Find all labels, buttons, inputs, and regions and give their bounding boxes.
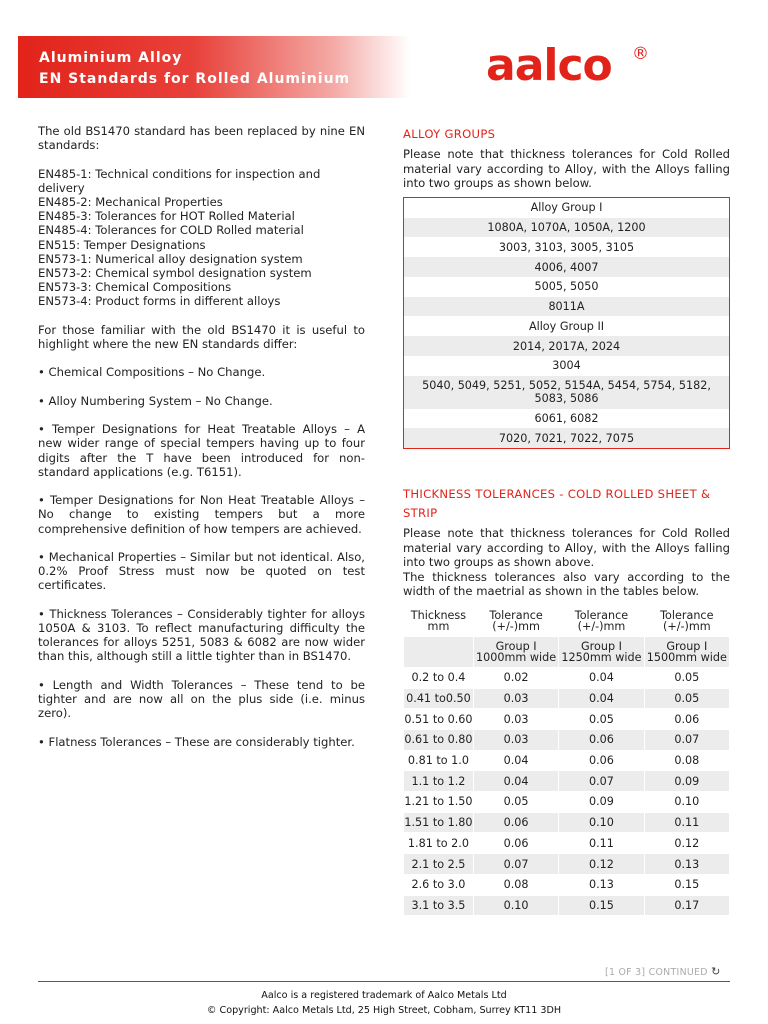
standard-item: EN515: Temper Designations — [38, 237, 206, 252]
table-row — [404, 257, 730, 277]
table-cell: 0.05 — [473, 792, 558, 813]
alloy-cell: 5005, 5050 — [534, 280, 599, 294]
table-row — [404, 854, 730, 875]
alloy-cell: 7020, 7021, 7022, 7075 — [404, 428, 730, 448]
alloy-cell: 3003, 3103, 3005, 3105 — [498, 240, 635, 254]
table-row — [404, 750, 730, 771]
table-cell: 0.03 — [473, 730, 558, 751]
column-header: Group I 1000mm wide — [473, 636, 558, 667]
thickness-text-2: The thickness tolerances also vary according to the width of the maetrial as shown in the tables below. — [403, 569, 730, 599]
table-row — [404, 197, 730, 217]
standard-item: EN485-4: Tolerances for COLD Rolled material — [38, 223, 304, 238]
registered-mark: ® — [632, 44, 649, 64]
table-row — [404, 688, 730, 709]
footer-divider — [38, 981, 730, 982]
table-cell: 0.2 to 0.4 — [404, 667, 474, 688]
alloy-cell: 3004 — [552, 359, 581, 373]
table-row — [404, 376, 730, 409]
alloy-cell: Alloy Group I — [530, 201, 603, 215]
table-row — [404, 667, 730, 688]
table-cell: 0.04 — [559, 688, 644, 709]
table-cell: 0.05 — [644, 688, 729, 709]
table-cell: 2.1 to 2.5 — [404, 854, 474, 875]
table-cell: 0.03 — [473, 709, 558, 730]
table-cell: 0.12 — [559, 854, 644, 875]
column-header: Tolerance (+/-)mm — [644, 605, 729, 636]
table-row — [404, 409, 730, 429]
header-row — [404, 636, 730, 667]
table-cell: 0.10 — [644, 792, 729, 813]
table-cell: 0.04 — [473, 750, 558, 771]
table-row — [404, 297, 730, 317]
table-row — [404, 218, 730, 238]
thickness-section — [403, 485, 730, 916]
table-row — [404, 895, 730, 916]
table-cell: 1.21 to 1.50 — [404, 792, 474, 813]
table-cell: 0.09 — [644, 771, 729, 792]
table-cell: 0.05 — [559, 709, 644, 730]
table-cell: 0.08 — [644, 750, 729, 771]
thickness-table — [403, 605, 730, 916]
difference-item: • Flatness Tolerances – These are considerably tighter. — [38, 734, 355, 749]
difference-item: • Chemical Compositions – No Change. — [38, 365, 266, 380]
column-header: Tolerance (+/-)mm — [473, 605, 558, 636]
standard-item: EN485-1: Technical conditions for inspection and delivery — [38, 166, 321, 195]
header-band — [18, 36, 410, 98]
table-cell: 0.04 — [559, 667, 644, 688]
doc-title-line1: Aluminium Alloy — [39, 50, 183, 66]
table-cell: 0.06 — [473, 833, 558, 854]
table-cell: 0.06 — [559, 750, 644, 771]
difference-item: • Temper Designations for Heat Treatable Alloys – A new wider range of special tempers having up to four digits after the T have been introduced for non-standard applications (e.g. T6151). — [38, 422, 365, 479]
table-row — [404, 792, 730, 813]
trademark-text: Aalco is a registered trademark of Aalco Metals Ltd — [261, 990, 507, 1001]
alloy-cell: Alloy Group II — [528, 319, 605, 333]
table-cell: 0.11 — [559, 833, 644, 854]
table-cell: 0.17 — [644, 895, 729, 916]
table-cell: 0.07 — [644, 730, 729, 751]
continue-arrow-icon: ↻ — [711, 965, 721, 978]
continued-label — [605, 965, 721, 978]
table-cell: 0.08 — [473, 874, 558, 895]
difference-item: • Alloy Numbering System – No Change. — [38, 393, 273, 408]
difference-item: • Thickness Tolerances – Considerably tighter for alloys 1050A & 3103. To reflect manufacturing difficulty the tolerances for alloys 5251, 5083 & 6082 are now wider than this, although still a little tighter than in BS1470. — [38, 606, 365, 664]
table-cell: 2.6 to 3.0 — [404, 874, 474, 895]
table-cell: 0.06 — [559, 730, 644, 751]
difference-item: • Temper Designations for Non Heat Treatable Alloys – No change to existing tempers but a more comprehensive definition of how tempers are achieved. — [38, 493, 365, 536]
continued-text: [1 OF 3] CONTINUED — [605, 967, 708, 978]
alloy-cell: 6061, 6082 — [534, 411, 599, 425]
table-row — [404, 316, 730, 336]
alloy-groups-table — [403, 197, 730, 449]
table-cell: 0.06 — [473, 812, 558, 833]
table-row — [404, 730, 730, 751]
standard-item: EN485-3: Tolerances for HOT Rolled Material — [38, 209, 295, 224]
table-cell: 0.61 to 0.80 — [404, 730, 474, 751]
alloy-cell: 4006, 4007 — [404, 257, 730, 277]
alloy-cell: 2014, 2017A, 2024 — [404, 336, 730, 356]
standard-item: EN573-3: Chemical Compositions — [38, 280, 232, 295]
table-row — [404, 356, 730, 376]
aalco-logo: aalco — [486, 40, 612, 91]
table-cell: 0.13 — [644, 854, 729, 875]
table-row — [404, 833, 730, 854]
standard-item: EN573-2: Chemical symbol designation system — [38, 266, 312, 281]
left-column — [38, 124, 365, 763]
alloy-groups-section — [403, 125, 730, 449]
thickness-text-1: Please note that thickness tolerances for Cold Rolled material vary according to Alloy, with the Alloys falling into two groups as shown above. — [403, 526, 730, 570]
table-cell: 0.05 — [644, 667, 729, 688]
standard-item: EN573-1: Numerical alloy designation system — [38, 251, 303, 266]
table-cell: 0.41 to0.50 — [404, 688, 474, 709]
table-row — [404, 874, 730, 895]
differ-intro: For those familiar with the old BS1470 it is useful to highlight where the new EN standards differ: — [38, 322, 365, 352]
table-cell: 0.09 — [559, 792, 644, 813]
table-row — [404, 709, 730, 730]
differences-list — [38, 365, 365, 748]
standard-item: EN573-4: Product forms in different alloys — [38, 294, 281, 309]
column-header: Thickness mm — [404, 605, 474, 636]
thickness-title: THICKNESS TOLERANCES - COLD ROLLED SHEET & STRIP — [403, 487, 711, 520]
table-cell: 0.81 to 1.0 — [404, 750, 474, 771]
alloy-groups-title: ALLOY GROUPS — [403, 127, 496, 141]
table-cell: 1.51 to 1.80 — [404, 812, 474, 833]
column-header: Tolerance (+/-)mm — [559, 605, 644, 636]
table-cell: 0.04 — [473, 771, 558, 792]
alloy-groups-text: Please note that thickness tolerances for Cold Rolled material vary according to Alloy, with the Alloys falling into two groups as shown below. — [403, 147, 730, 191]
difference-item: • Length and Width Tolerances – These tend to be tighter and are now all on the plus side (i.e. minus zero). — [38, 677, 365, 721]
table-cell: 0.06 — [644, 709, 729, 730]
table-row — [404, 428, 730, 448]
table-cell: 1.1 to 1.2 — [404, 771, 474, 792]
header-row — [404, 605, 730, 636]
table-cell: 0.07 — [559, 771, 644, 792]
table-cell: 0.51 to 0.60 — [404, 709, 474, 730]
table-row — [404, 812, 730, 833]
table-cell: 0.15 — [559, 895, 644, 916]
standards-list — [38, 167, 365, 309]
difference-item: • Mechanical Properties – Similar but not identical. Also, 0.2% Proof Stress must now be quoted on test certificates. — [38, 549, 365, 593]
table-cell: 0.13 — [559, 874, 644, 895]
intro-text: The old BS1470 standard has been replaced by nine EN standards: — [38, 124, 365, 153]
table-cell: 3.1 to 3.5 — [404, 895, 474, 916]
table-cell: 0.11 — [644, 812, 729, 833]
column-header — [404, 636, 474, 667]
table-row — [404, 771, 730, 792]
table-row — [404, 237, 730, 257]
table-cell: 0.03 — [473, 688, 558, 709]
table-row — [404, 336, 730, 356]
table-cell: 0.12 — [644, 833, 729, 854]
standard-item: EN485-2: Mechanical Properties — [38, 195, 223, 209]
doc-title-line2: EN Standards for Rolled Aluminium — [39, 71, 351, 87]
copyright-text: © Copyright: Aalco Metals Ltd, 25 High Street, Cobham, Surrey KT11 3DH — [206, 1005, 562, 1016]
alloy-cell: 1080A, 1070A, 1050A, 1200 — [404, 218, 730, 238]
column-header: Group I 1250mm wide — [559, 636, 644, 667]
table-cell: 1.81 to 2.0 — [404, 833, 474, 854]
table-cell: 0.02 — [473, 667, 558, 688]
table-cell: 0.15 — [644, 874, 729, 895]
column-header: Group I 1500mm wide — [644, 636, 729, 667]
table-row — [404, 277, 730, 297]
alloy-cell: 8011A — [404, 297, 730, 317]
table-cell: 0.10 — [559, 812, 644, 833]
alloy-cell: 5040, 5049, 5251, 5052, 5154A, 5454, 5754, 5182, 5083, 5086 — [404, 376, 730, 409]
table-cell: 0.10 — [473, 895, 558, 916]
table-cell: 0.07 — [473, 854, 558, 875]
